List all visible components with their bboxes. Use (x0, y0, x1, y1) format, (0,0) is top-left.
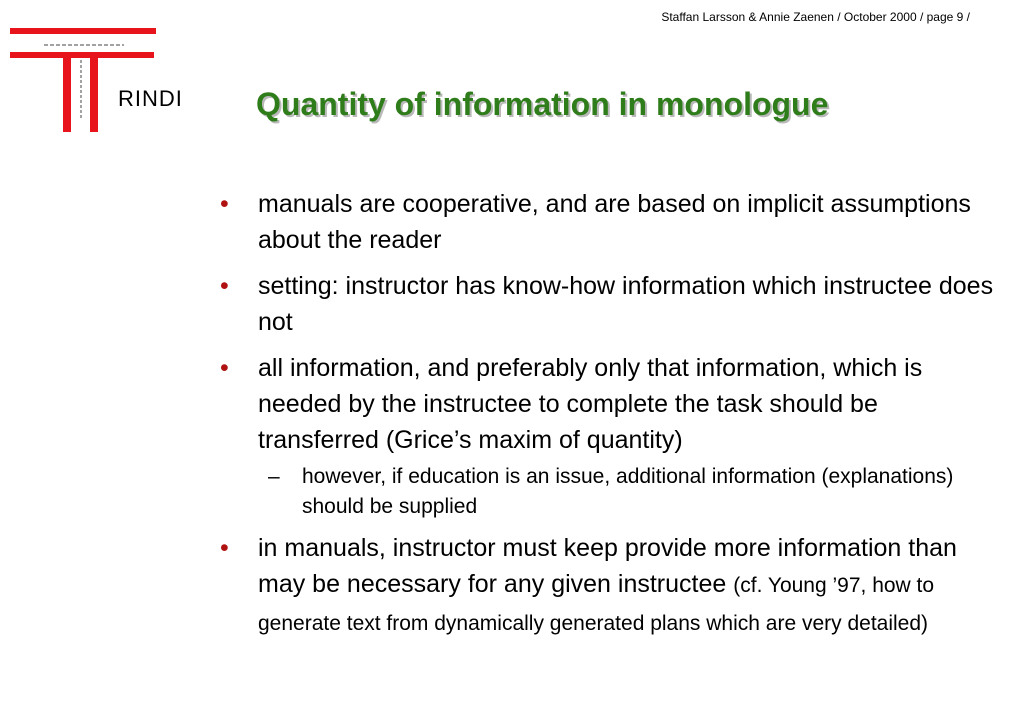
slide-title: Quantity of information in monologue (256, 86, 829, 122)
sub-bullet-text: however, if education is an issue, additional information (explanations) should be supplied (302, 465, 954, 518)
bullet-note: (cf. Young ’97, how to generate text from dynamically generated plans which are very detailed) (258, 574, 935, 635)
bullet-text: setting: instructor has know-how information which instructee does not (258, 272, 994, 336)
bullet-dot-icon: • (220, 354, 229, 382)
bullet-item (218, 268, 998, 340)
trindi-logo-mark (0, 0, 220, 140)
bullet-text: in manuals, instructor must keep provide more information than may be necessary for any given instructee (258, 534, 957, 598)
bullet-item (218, 186, 998, 258)
bullet-text: manuals are cooperative, and are based on implicit assumptions about the reader (258, 190, 971, 254)
bullet-dot-icon: • (220, 190, 229, 218)
bullet-dot-icon: • (220, 534, 229, 562)
bullet-dot-icon: • (220, 272, 229, 300)
bullet-item (218, 350, 998, 458)
dash-icon: – (268, 465, 280, 488)
bullet-list (218, 186, 998, 652)
bullet-item (218, 530, 998, 642)
sub-bullet-item (218, 462, 998, 522)
logo-text: RINDI (118, 86, 183, 111)
trindi-logo (0, 0, 220, 140)
slide-credit: Staffan Larsson & Annie Zaenen / October 2000 / page 9 / (661, 10, 970, 24)
bullet-text: all information, and preferably only that information, which is needed by the instructee to complete the task should be transferred (Grice’s maxim of quantity) (258, 354, 923, 454)
